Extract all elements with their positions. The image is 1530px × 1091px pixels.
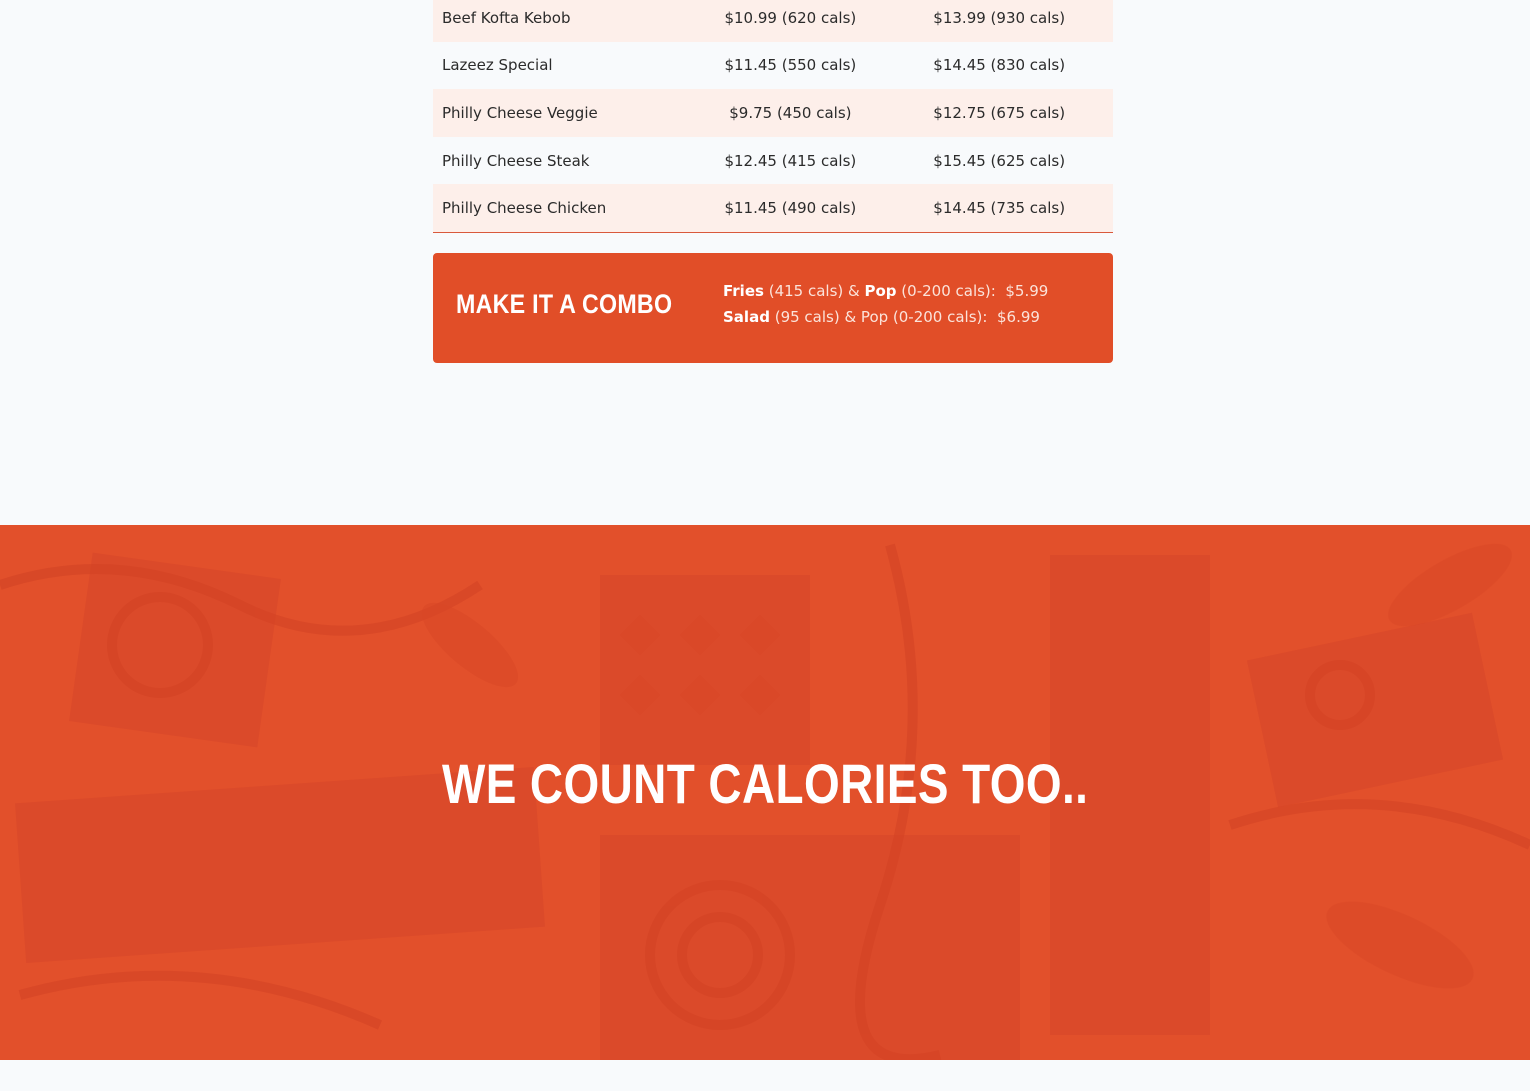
item-price-regular: $11.45 (490 cals) bbox=[724, 199, 857, 218]
item-price-large: $14.45 (735 cals) bbox=[933, 199, 1066, 218]
item-price-large: $12.75 (675 cals) bbox=[933, 103, 1066, 122]
combo-option-fries bbox=[723, 278, 1048, 304]
table-row bbox=[433, 42, 1113, 90]
item-name: Philly Cheese Steak bbox=[442, 151, 590, 170]
item-name: Lazeez Special bbox=[442, 56, 553, 75]
combo-item-fries-cals: (415 cals) & bbox=[768, 282, 865, 300]
item-name: Beef Kofta Kebob bbox=[442, 8, 571, 27]
combo-item-fries: Fries bbox=[723, 282, 764, 300]
page-bottom-strip bbox=[0, 1060, 1530, 1091]
menu-price-table bbox=[433, 0, 1113, 233]
combo-price-salad: $6.99 bbox=[997, 308, 1040, 326]
combo-item-pop: Pop bbox=[864, 282, 897, 300]
table-row bbox=[433, 89, 1113, 137]
combo-title: MAKE IT A COMBO bbox=[456, 289, 673, 319]
combo-item-salad: Salad bbox=[723, 308, 770, 326]
combo-item-pop-cals: (0-200 cals): bbox=[896, 282, 996, 300]
combo-banner bbox=[433, 253, 1113, 363]
hero-title-text: WE COUNT CALORIES TOO.. bbox=[441, 752, 1089, 815]
hero-title bbox=[0, 751, 1530, 816]
item-price-regular: $11.45 (550 cals) bbox=[724, 56, 857, 75]
combo-option-salad bbox=[723, 304, 1048, 330]
item-price-regular: $12.45 (415 cals) bbox=[724, 151, 857, 170]
calories-hero-section bbox=[0, 525, 1530, 1060]
combo-options bbox=[723, 278, 1048, 330]
combo-price-fries: $5.99 bbox=[1005, 282, 1049, 300]
table-row bbox=[433, 184, 1113, 232]
table-row bbox=[433, 0, 1113, 42]
item-price-regular: $9.75 (450 cals) bbox=[729, 103, 852, 122]
table-row bbox=[433, 137, 1113, 185]
item-name: Philly Cheese Chicken bbox=[442, 199, 607, 218]
combo-item-salad-cals: (95 cals) & Pop (0-200 cals): bbox=[774, 308, 988, 326]
item-name: Philly Cheese Veggie bbox=[442, 103, 598, 122]
item-price-large: $15.45 (625 cals) bbox=[933, 151, 1066, 170]
item-price-large: $13.99 (930 cals) bbox=[933, 8, 1066, 27]
item-price-regular: $10.99 (620 cals) bbox=[724, 8, 857, 27]
item-price-large: $14.45 (830 cals) bbox=[933, 56, 1066, 75]
